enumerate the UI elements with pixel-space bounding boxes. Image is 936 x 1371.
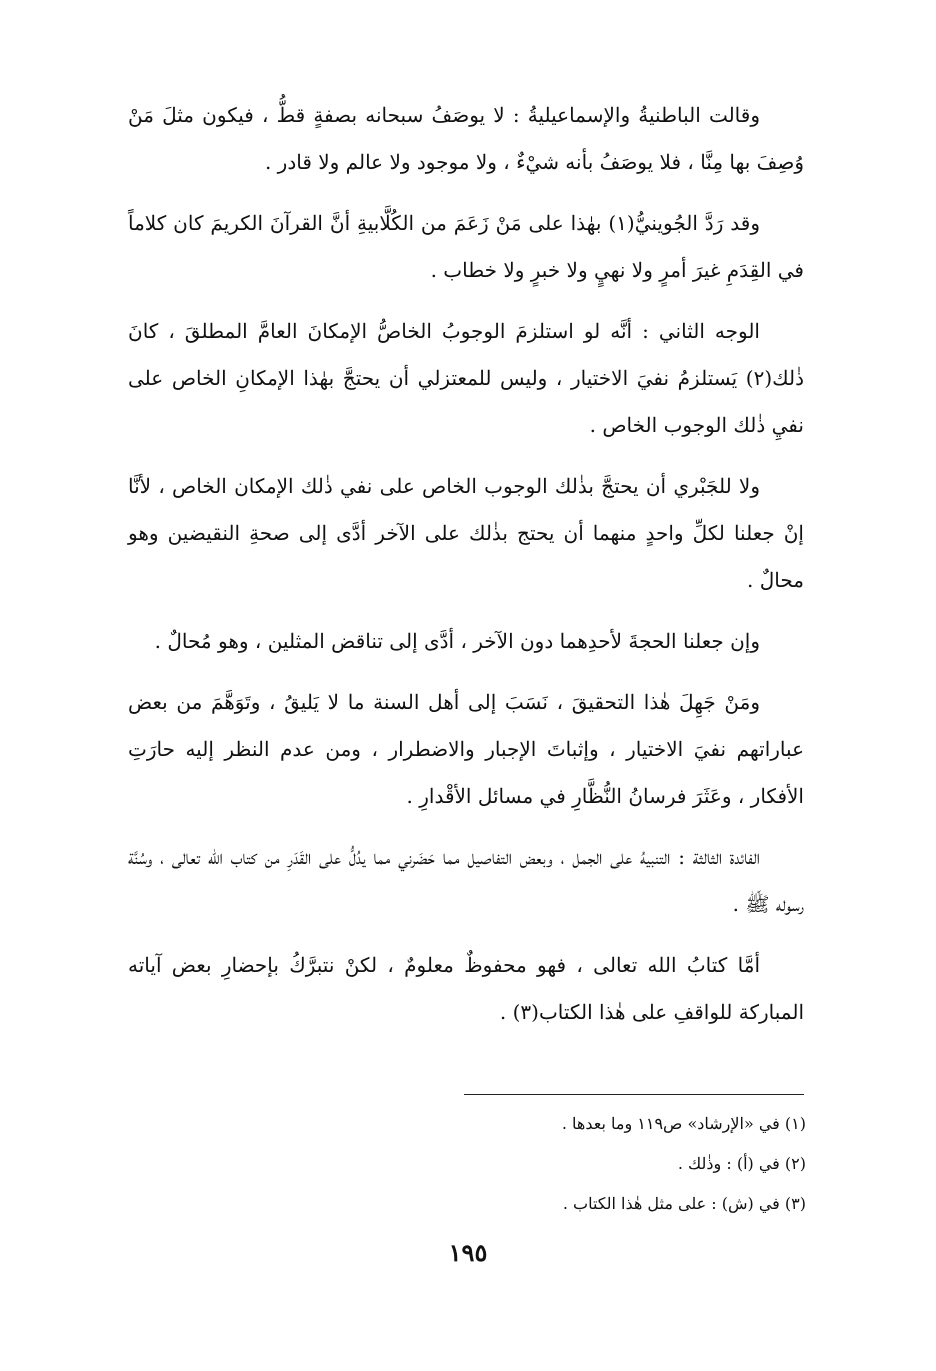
- paragraph-7: الفائدة الثالثة : التنبيهُ على الجمل ، وبعض التفاصيل مما حَضَرني مما يدُلُّ على القَدَرِ من كتاب الله تعالى ، وسُنَّة رسوله ﷺ .: [128, 845, 804, 916]
- paragraph-2: وقد رَدَّ الجُوينيُّ(١) بهٰذا على مَنْ زَعَمَ من الكُلَّابيةِ أنَّ القرآنَ الكريمَ كان كلاماً في القِدَمِ غيرَ أمرٍ ولا نهيٍ ولا خبرٍ ولا خطاب .: [128, 211, 804, 282]
- paragraph-5: وإن جعلنا الحجةَ لأحدِهما دون الآخر ، أدَّى إلى تناقض المثلين ، وهو مُحالٌ .: [154, 629, 760, 653]
- page-number: ١٩٥: [448, 1238, 488, 1267]
- paragraph-8: أمَّا كتابُ الله تعالى ، فهو محفوظٌ معلومٌ ، لكنْ نتبرَّكُ بإحضارِ بعض آياته المباركة للواقفِ على هٰذا الكتاب(٣) .: [128, 953, 804, 1024]
- paragraph-4: ولا للجَبْري أن يحتجَّ بذٰلك الوجوب الخاص على نفي ذٰلك الإمكان الخاص ، لأنَّا إنْ جعلنا لكلِّ واحدٍ منهما أن يحتج بذٰلك على الآخر أدَّى إلى صحةِ النقيضين وهو محالٌ .: [128, 474, 804, 592]
- footnote-2: (٢) في (أ) : وذٰلك .: [677, 1154, 806, 1173]
- footnote-1: (١) في «الإرشاد» ص١١٩ وما بعدها .: [561, 1114, 806, 1133]
- footnote-3: (٣) في (ش) : على مثل هٰذا الكتاب .: [562, 1194, 806, 1213]
- footnote-separator: [464, 1094, 804, 1095]
- footnotes: [130, 1104, 806, 1224]
- paragraph-6: ومَنْ جَهِلَ هٰذا التحقيقَ ، نَسَبَ إلى أهل السنة ما لا يَليقُ ، وتَوَهَّمَ من بعض عباراتهم نفيَ الاختيار ، وإثباتَ الإجبار والاضطرار ، ومن عدم النظر إليه حارَتِ الأفكار ، وعَثَرَ فرسانُ النُّظَّارِ في مسائل الأقْدارِ .: [128, 690, 804, 808]
- paragraph-1: وقالت الباطنيةُ والإسماعيليةُ : لا يوصَفُ سبحانه بصفةٍ قطُّ ، فيكون مثلَ مَنْ وُصِفَ بها مِنَّا ، فلا يوصَفُ بأنه شيْءٌ ، ولا موجود ولا عالم ولا قادر .: [128, 103, 804, 174]
- paragraph-3: الوجه الثاني : أنَّه لو استلزمَ الوجوبُ الخاصُّ الإمكانَ العامَّ المطلقَ ، كانَ ذٰلك(٢) يَستلزمُ نفيَ الاختيار ، وليس للمعتزلي أن يحتجَّ بهٰذا الإمكانِ الخاص على نفيِ ذٰلك الوجوب الخاص .: [128, 319, 804, 437]
- main-text: [128, 92, 804, 1050]
